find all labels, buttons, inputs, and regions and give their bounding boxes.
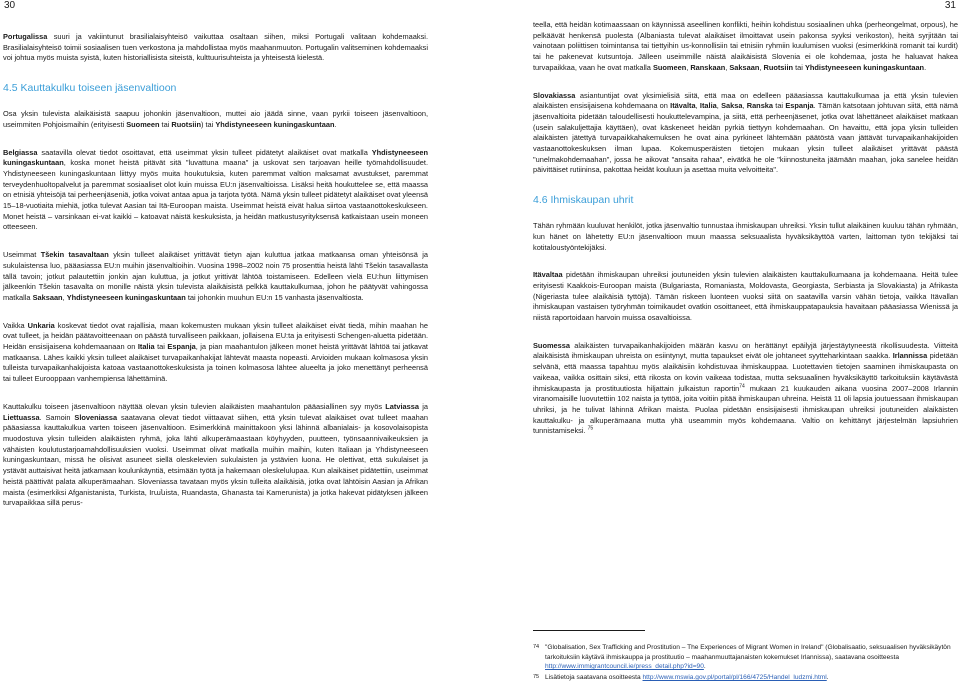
paragraph-latvia-slovenia: Kauttakulku toiseen jäsenvaltioon näyttää olevan yksin tulevien alaikäisten maahantulon pääasiallinen syy myös Latviassa ja Liettuassa. Samoin Sloveniassa saatavana olevat tiedot viittaavat siihen, että yksin tulevat alaikäiset ovat tulleet maahan pääasiassa kauttakulkua varten toiseen jäsenvaltioon. Esimerkkinä mainittakoon yksi lähinnä albanialais- ja kosovolaisopista muodostuva yksin tulleiden alaikäisten ryhmä, joka lähti alkuperämaastaan köyhyyden, puutteen, työnsaannivaikeuksien ja vähäisten koulutustarjoamahdollisuuksien vuoksi. Useimmat olivat matkalla muihin maihin, kuten Italiaan ja Yhdistyneeseen kuningaskuntaan, missä he olisivat asuneet siellä oleskelevien sukulaisten ja ystävien luona. He olettivat, että sukulaiset ja ystävät auttaisivat heitä jatkamaan koulunkäyntiä, etsimään työtä ja hakemaan oleskelulupaa. Kun alaikäiset pidätettiin, useimmat heistä päättivät palata alkuperämaahan. Sloveniassa tavataan myös yksin tulleita alaikäisiä, jotka ovat lähtöisin Aasian ja Afrikan maista (esimerkiksi Afganistanista, Turkista, Irանista, Ruandasta, Ghanasta tai Kamerunista) ja jotka hakevat pidätyksen jälkeen turvapaikkaa sillä perus- <box>3 401 428 508</box>
section-heading-4-5: 4.5 Kauttakulku toiseen jäsenvaltioon <box>3 82 177 95</box>
footnote-ref-75[interactable]: 75 <box>587 425 594 432</box>
paragraph-austria: Itävaltaa pidetään ihmiskaupan uhreiksi joutuneiden yksin tulevien alaikäisten kauttakulkumaana ja kohdemaana. Heitä tulee erityisesti Kaakkois-Euroopan maista (Bulgariasta, Romaniasta, Moldovasta, Georgiasta, Serbiasta ja Slovakiasta) ja Afrikasta (Nigeriasta tulee alaikäisiä tyttöjä). Tämän riskeen luonteen vuoksi siitä on saatavilla varsin vähän tietoja, vaikka Itävallan ihmiskaupan vastaisen työryhmän toimikaudet ovatkin osoittaneet, että ihmiskauppatapauksia havaitaan pääasiassa Wienissä ja niistä raportoidaan harvoin muissa osavaltioissa. <box>533 270 958 323</box>
page-number-left: 30 <box>4 0 16 11</box>
footnote-74: 74 "Globalisation, Sex Trafficking and Prostitution – The Experiences of Migrant Women in Ireland" (Globalisaatio, seksuaalisen hyväksikäytön tarkoituksiin käytävä ihmiskauppa ja prostituutio – maahanmuuttajanaisten kokemukset Irlannissa), saatavana osoitteesta http://www.immigrantcouncil.ie/press_detail.php?id=90. <box>533 644 951 671</box>
footnote-ref-74[interactable]: 74 <box>739 383 745 390</box>
footnote-link-immigrantcouncil[interactable]: http://www.immigrantcouncil.ie/press_detail.php?id=90 <box>545 663 704 671</box>
footnote-link-mswia[interactable]: http://www.mswia.gov.pl/portal/pl/166/4725/Handel_ludzmi.html <box>642 674 827 682</box>
section-heading-4-6: 4.6 Ihmiskaupan uhrit <box>533 194 634 207</box>
page-number-right: 31 <box>944 0 956 11</box>
paragraph-slovenia-continued: teella, että heidän kotimaassaan on käynnissä aseellinen konflikti, heihin kohdistuu sosiaalinen uhka (perheongelmat, orpous), he pelkäävät henkensä puolesta (Albaniasta tulevat alaikäiset ilmoittavat usein pakonsa syyksi verikoston), heitä syrjitään tai vainotaan poliittisen toimintansa tai tiettyihin us-konnollisiin tai etnisiin ryhmiin kuulumisen vuoksi (esimerkkinä romanit tai kurdit) tai he pakenevat kutsuntoja. Jälleen useimmille näistä alaikäisistä Slovenia ei ole kohdemaa, josta he haluavat hakea turvapaikkaa, vaan he ovat matkalla Suomeen, Ranskaan, Saksaan, Ruotsiin tai Yhdistyneeseen kuningaskuntaan. <box>533 20 958 72</box>
paragraph-trafficking-intro: Tähän ryhmään kuuluvat henkilöt, jotka jäsenvaltio tunnustaa ihmiskaupan uhreiksi. Yksin tullut alaikäinen kuuluu tähän ryhmään, kun hänet on lähetetty EU:n jäsenvaltioon muun maassa seksuaalista hyväksikäyttöä varten, laittoman työn tekijäksi tai kotitaloustyöntekijäksi. <box>533 221 958 252</box>
footnote-number: 74 <box>533 644 540 650</box>
paragraph-hungary: Vaikka Unkaria koskevat tiedot ovat rajallisia, maan kokemusten mukaan yksin tulleet alaikäiset eivät tiedä, mihin maahan he ovat tulleet, ja heidän päätavoitteenaan on päästä turvalliseen paikkaan, jollaisena EU:ta ja erityisesti Schengen-aluetta pidetään. Heidän ensisijaisena kohdemaanaan on Italia tai Espanja, ja pian maahantulon jälkeen monet heistä yrittävät lähtöä tai jatkavat matkaansa. Lähes kaikki yksin tulleet alaikäiset turvapaikanhakijat lähtevät maasta nopeasti. Arvioiden mukaan kolmasosa yksin tulleista turvapaikanhakijoista katoaa vastaanottokeskuksista ja toinen kolmasosa lähtee alueelta ja joko menettänyt perheensä tai tulleet Eurooppaan vanhempiensa lähettäminä. <box>3 320 429 384</box>
paragraph-transit-intro: Osa yksin tulevista alaikäisistä saapuu johonkin jäsenvaltioon, muttei aio jäädä sinne, vaan pyrkii toiseen jäsenvaltioon, useimmiten Pohjoismaihin (erityisesti Suomeen tai Ruotsiin) tai Yhdistyneeseen kuningaskuntaan. <box>3 109 428 129</box>
footnote-divider <box>533 630 645 631</box>
paragraph-finland-ireland: Suomessa alaikäisten turvapaikanhakijoiden määrän kasvu on herättänyt epäilyjä järjestäytyneestä rikollisuudesta. Viitteitä alaikäisistä ihmiskaupan uhreista on esiintynyt, mutta tapaukset eivät ole johtaneet syytteharkintaan saakka. Irlannissa pidetään selvänä, että maassa tapahtuu myös alaikäisiin kohdistuvaa ihmiskauppaa. Luotettavien tietojen saaminen ihmiskaupasta on vaikeaa, vaikka osittain siksi, että rikosta on kovin vaikeaa todistaa, mutta seksuaalinen hyväksikäyttö tarkoituksiin käytävästä ihmiskaupasta ja prostituutiosta hiljattain julkaistun raportin$^{74}$ mukaan 21 kuukauden aikana vuosina 2007–2008 Irlannin viranomaisille luovutettiin 102 naista ja tyttöä, joita voitiin pitää ihmiskaupan uhreina. Heistä 11 oli lapsia joutuessaan ihmiskaupan uhriksi, ja he tulivat lähinnä Afrikan maista. Puolaa pidetään ensisijaisesti ihmiskaupan uhreiksi joutuneiden alaikäisten kauttakulku- ja alkuperämaana mutta yhä useammin myös kohdemaana. Valtio on kehittänyt järjestelmän lapsiuhrien tunnistamiseksi. $^{75}$ <box>533 340 958 436</box>
footnote-75: 75 Lisätietoja saatavana osoitteesta http://www.mswia.gov.pl/portal/pl/166/4725/Handel_ludzmi.html. <box>533 674 829 682</box>
paragraph-slovakia: Slovakiassa asiantuntijat ovat yksimielisiä siitä, että maa on edelleen pääasiassa kauttakulkumaa ja että yksin tulevien alaikäisten ensisijaisena kohdemaana on Itävalta, Italia, Saksa, Ranska tai Espanja. Tämän katsotaan johtuvan siitä, että nämä jäsenvaltioita pidetään taloudellisesti houkuttelevampina, ja siitä, että perheenjäsenet, jotka ovat lähettäneet alaikäiset matkaan (usein salakuljettajia käyttäen), ovat käskeneet heidän pyrkiä tiettyyn kohdemaahan. On havaittu, että jopa yksin tulleiden alaikäisten jätettyä turvapaikkahakemuksen he ovat aina pyrkineet lähtemään päätöstä vaan jättävät turvapaikanhakijoiden vastaanottokeskuksen ilman lupaa. Kokemusperäisten tietojen mukaan yksin tulleet alaikäiset yrittävät päästä "unelmakohdemaahan", jossa he aikovat "ansaita rahaa", eivätkä he ole "kiinnostuneita jäämään maahan, joka sanelee heidän päivittäiset rutiininsa, pakottaa heidät kouluun ja asettaa muita velvoitteita". <box>533 90 959 175</box>
left-column <box>3 32 428 516</box>
footnote-number: 75 <box>533 674 540 681</box>
footnotes <box>533 630 958 684</box>
right-column <box>533 20 958 444</box>
paragraph-czech: Useimmat Tšekin tasavaltaan yksin tulleet alaikäiset yrittävät tietyn ajan kuluttua jatkaa matkaansa oman yhteisönsä ja sukulaistensa luo, pääasiassa EU:n muihin jäsenvaltioihin. Vuosina 1998–2002 noin 75 prosenttia heistä lähti Tšekin tasavallasta tällä tavoin; jotkut palautettiin jonkin ajan kuluttua, ja jotkut yrittivät lähtöä toistamiseen. Edelleen vielä EU:hun liittymisen jälkeenkin Tšekin tasavalta on monille näistä yksin tulevista alaikäisistä pelkkä kauttakulkumaa, johon he päätyvät vahingossa matkalla Saksaan, Yhdistyneeseen kuningaskuntaan tai johonkin muuhun EU:n 15 vanhasta jäsenvaltiosta. <box>3 250 428 302</box>
paragraph-portugal: Portugalissa suuri ja vakiintunut brasilialaisyhteisö vaikuttaa osaltaan siihen, miksi Portugali valitaan kohdemaaksi. Brasilialaisyhteisö toimii sosiaalisen tuen verkostona ja mahdollistaa myös maahanmuuton. Portugalin valitseminen kohdemaaksi voi johtua myös muista syistä, kuten historiallisista siteistä, kulttuurisuhteista ja yhteisestä kielestä. <box>3 32 428 63</box>
paragraph-belgium: Belgiassa saatavilla olevat tiedot osoittavat, että useimmat yksin tulleet pidätetyt alaikäiset ovat matkalla Yhdistyneeseen kuningaskuntaan, koska monet heistä pitävät sitä "luvattuna maana" ja uskovat sen tarjoavan heille työmahdollisuudet. Yhdistyneeseen kuningaskuntaan liittyy myös muita houkutuksia, kuten paremmat valtion maksamat avustukset, paremmat terveydenhuoltopalvelut ja paremmat sosiaaliset olot kuin muissa EU:n jäsenvaltioissa. Lisäksi heitä houkuttelee se, että maassa on etnisiä yhteisöjä tai perheenjäseniä, jotka voivat antaa apua ja tarjota työtä. Nämä yksin tulleet pidätetyt alaikäiset ovat yleensä 15–18-vuotiaita miehiä, jotka tulevat Aasian tai Itä-Euroopan maista. Useimmat heistä eivät halua siirtoa vastaanottokeskukseen. Monet heistä – varsinkaan ei-vat kaikki – katoavat näistä keskuksista, ja heidän matkustusyrityksensä katkaistaan usein moneen otteeseen. <box>3 147 428 232</box>
